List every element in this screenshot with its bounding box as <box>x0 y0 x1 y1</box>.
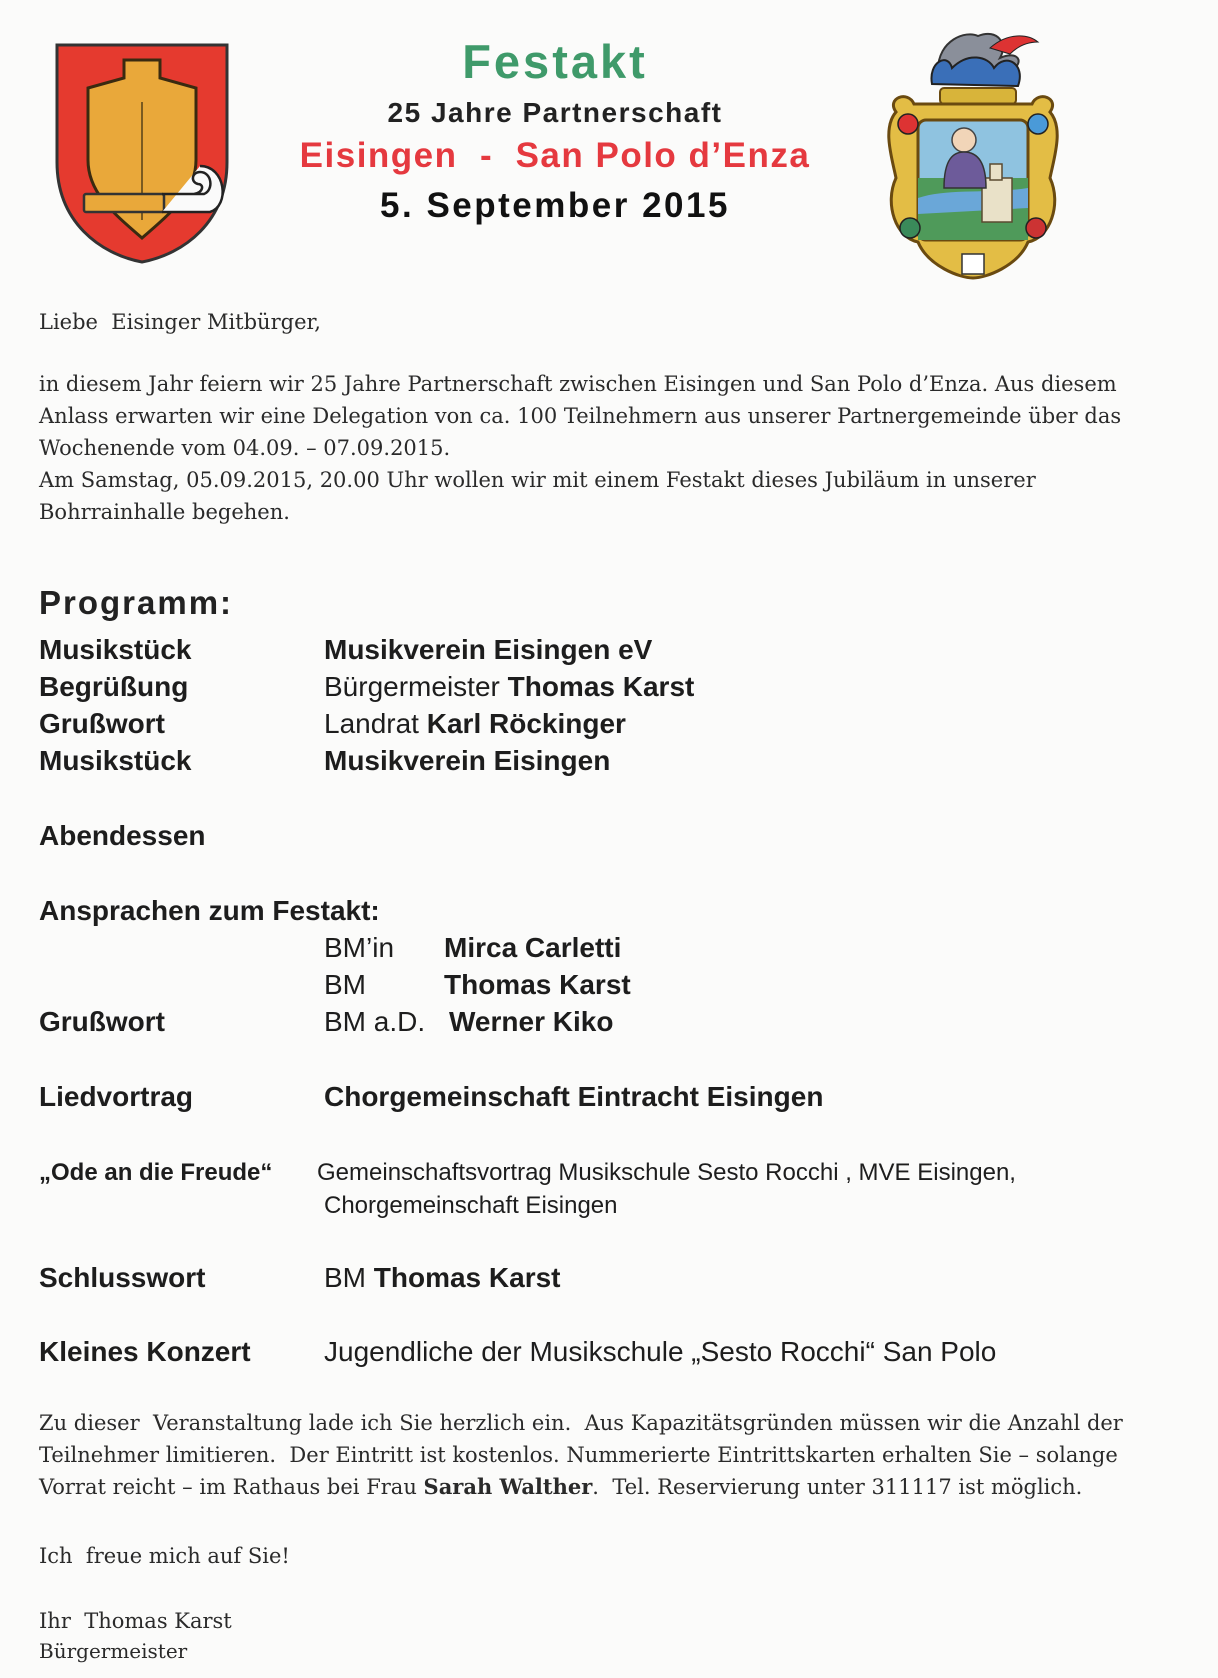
signoff-name: Ihr Thomas Karst <box>39 1609 232 1633</box>
program-item-label: Kleines Konzert <box>39 1336 251 1367</box>
speaker-name: Mirca Carletti <box>444 932 622 963</box>
program-item-value: Jugendliche der Musikschule „Sesto Rocchi“ San Polo <box>324 1336 997 1367</box>
program-item <box>39 745 1189 781</box>
program-item <box>39 1336 1189 1372</box>
header <box>250 36 860 226</box>
anniversary-subtitle: 25 Jahre Partnerschaft <box>387 97 723 128</box>
program-item-value: Musikverein Eisingen <box>324 745 611 776</box>
program-item <box>39 708 1189 744</box>
program-item <box>39 671 1189 707</box>
program-item-label: Abendessen <box>39 820 206 851</box>
program-item-label: Begrüßung <box>39 671 189 702</box>
intro-line: Anlass erwarten wir eine Delegation von ca. 100 Teilnehmern aus unserer Partnergemeinde über das <box>39 404 1122 428</box>
program-item-label: „Ode an die Freude“ <box>39 1159 273 1186</box>
event-date: 5. September 2015 <box>380 186 730 225</box>
program-item-value: Bürgermeister Thomas Karst <box>324 671 695 702</box>
partner-towns: Eisingen - San Polo d’Enza <box>299 136 811 175</box>
speaker-name: Werner Kiko <box>449 1006 614 1037</box>
program-item-label: Schlusswort <box>39 1262 206 1293</box>
program-item <box>39 1081 1189 1117</box>
program-item <box>39 634 1189 670</box>
eisingen-coat-of-arms <box>54 42 230 264</box>
speaker-role: BM a.D. <box>324 1006 426 1037</box>
page-title: Festakt <box>462 35 648 88</box>
closing-thanks: Ich freue mich auf Sie! <box>39 1544 290 1568</box>
program-item <box>39 895 1189 931</box>
signoff-title: Bürgermeister <box>39 1639 188 1663</box>
speaker-row <box>39 1006 1189 1042</box>
intro-line: in diesem Jahr feiern wir 25 Jahre Partnerschaft zwischen Eisingen und San Polo d’Enza. Aus diesem <box>39 372 1117 396</box>
program-item-value: Chorgemeinschaft Eisingen <box>324 1192 618 1219</box>
program-item-label: Grußwort <box>39 708 165 739</box>
program-item-value: Chorgemeinschaft Eintracht Eisingen <box>324 1081 824 1112</box>
closing-line: Vorrat reicht – im Rathaus bei Frau Sarah Walther. Tel. Reservierung unter 311117 ist möglich. <box>39 1474 1083 1499</box>
program-item-continuation <box>39 1192 1189 1228</box>
closing-line: Teilnehmer limitieren. Der Eintritt ist kostenlos. Nummerierte Eintrittskarten erhalten Sie – solange <box>39 1443 1118 1467</box>
closing-line: Zu dieser Veranstaltung lade ich Sie herzlich ein. Aus Kapazitätsgründen müssen wir die Anzahl der <box>39 1411 1123 1435</box>
program-item <box>39 1159 1189 1195</box>
program-item-value: BM Thomas Karst <box>324 1262 561 1293</box>
speaker-row <box>39 969 1189 1005</box>
program-item-label: Liedvortrag <box>39 1081 194 1112</box>
program-item-value: Musikverein Eisingen eV <box>324 634 653 665</box>
speaker-role: BM’in <box>324 932 395 963</box>
san-polo-coat-of-arms <box>878 28 1068 280</box>
program-item-label: Musikstück <box>39 745 192 776</box>
program-item <box>39 820 1189 856</box>
program-item-label: Grußwort <box>39 1006 165 1037</box>
intro-line: Bohrrainhalle begehen. <box>39 500 290 524</box>
closing-paragraph <box>39 1407 1189 1503</box>
program-item-label: Musikstück <box>39 634 192 665</box>
speaker-role: BM <box>324 969 366 1000</box>
program-title: Programm: <box>39 584 234 621</box>
intro-line: Wochenende vom 04.09. – 07.09.2015. <box>39 436 451 460</box>
contact-name: Sarah Walther <box>423 1474 593 1499</box>
signature-block <box>39 1606 1189 1666</box>
program-item-label: Ansprachen zum Festakt: <box>39 895 380 926</box>
intro-paragraph <box>39 368 1189 528</box>
speaker-row <box>39 932 1189 968</box>
program-item <box>39 1262 1189 1298</box>
program-item-value: Gemeinschaftsvortrag Musikschule Sesto Rocchi , MVE Eisingen, <box>317 1159 1016 1186</box>
greeting: Liebe Eisinger Mitbürger, <box>39 310 321 334</box>
speaker-name: Thomas Karst <box>444 969 631 1000</box>
program-item-value: Landrat Karl Röckinger <box>324 708 626 739</box>
intro-line: Am Samstag, 05.09.2015, 20.00 Uhr wollen wir mit einem Festakt dieses Jubiläum in unserer <box>39 468 1036 492</box>
